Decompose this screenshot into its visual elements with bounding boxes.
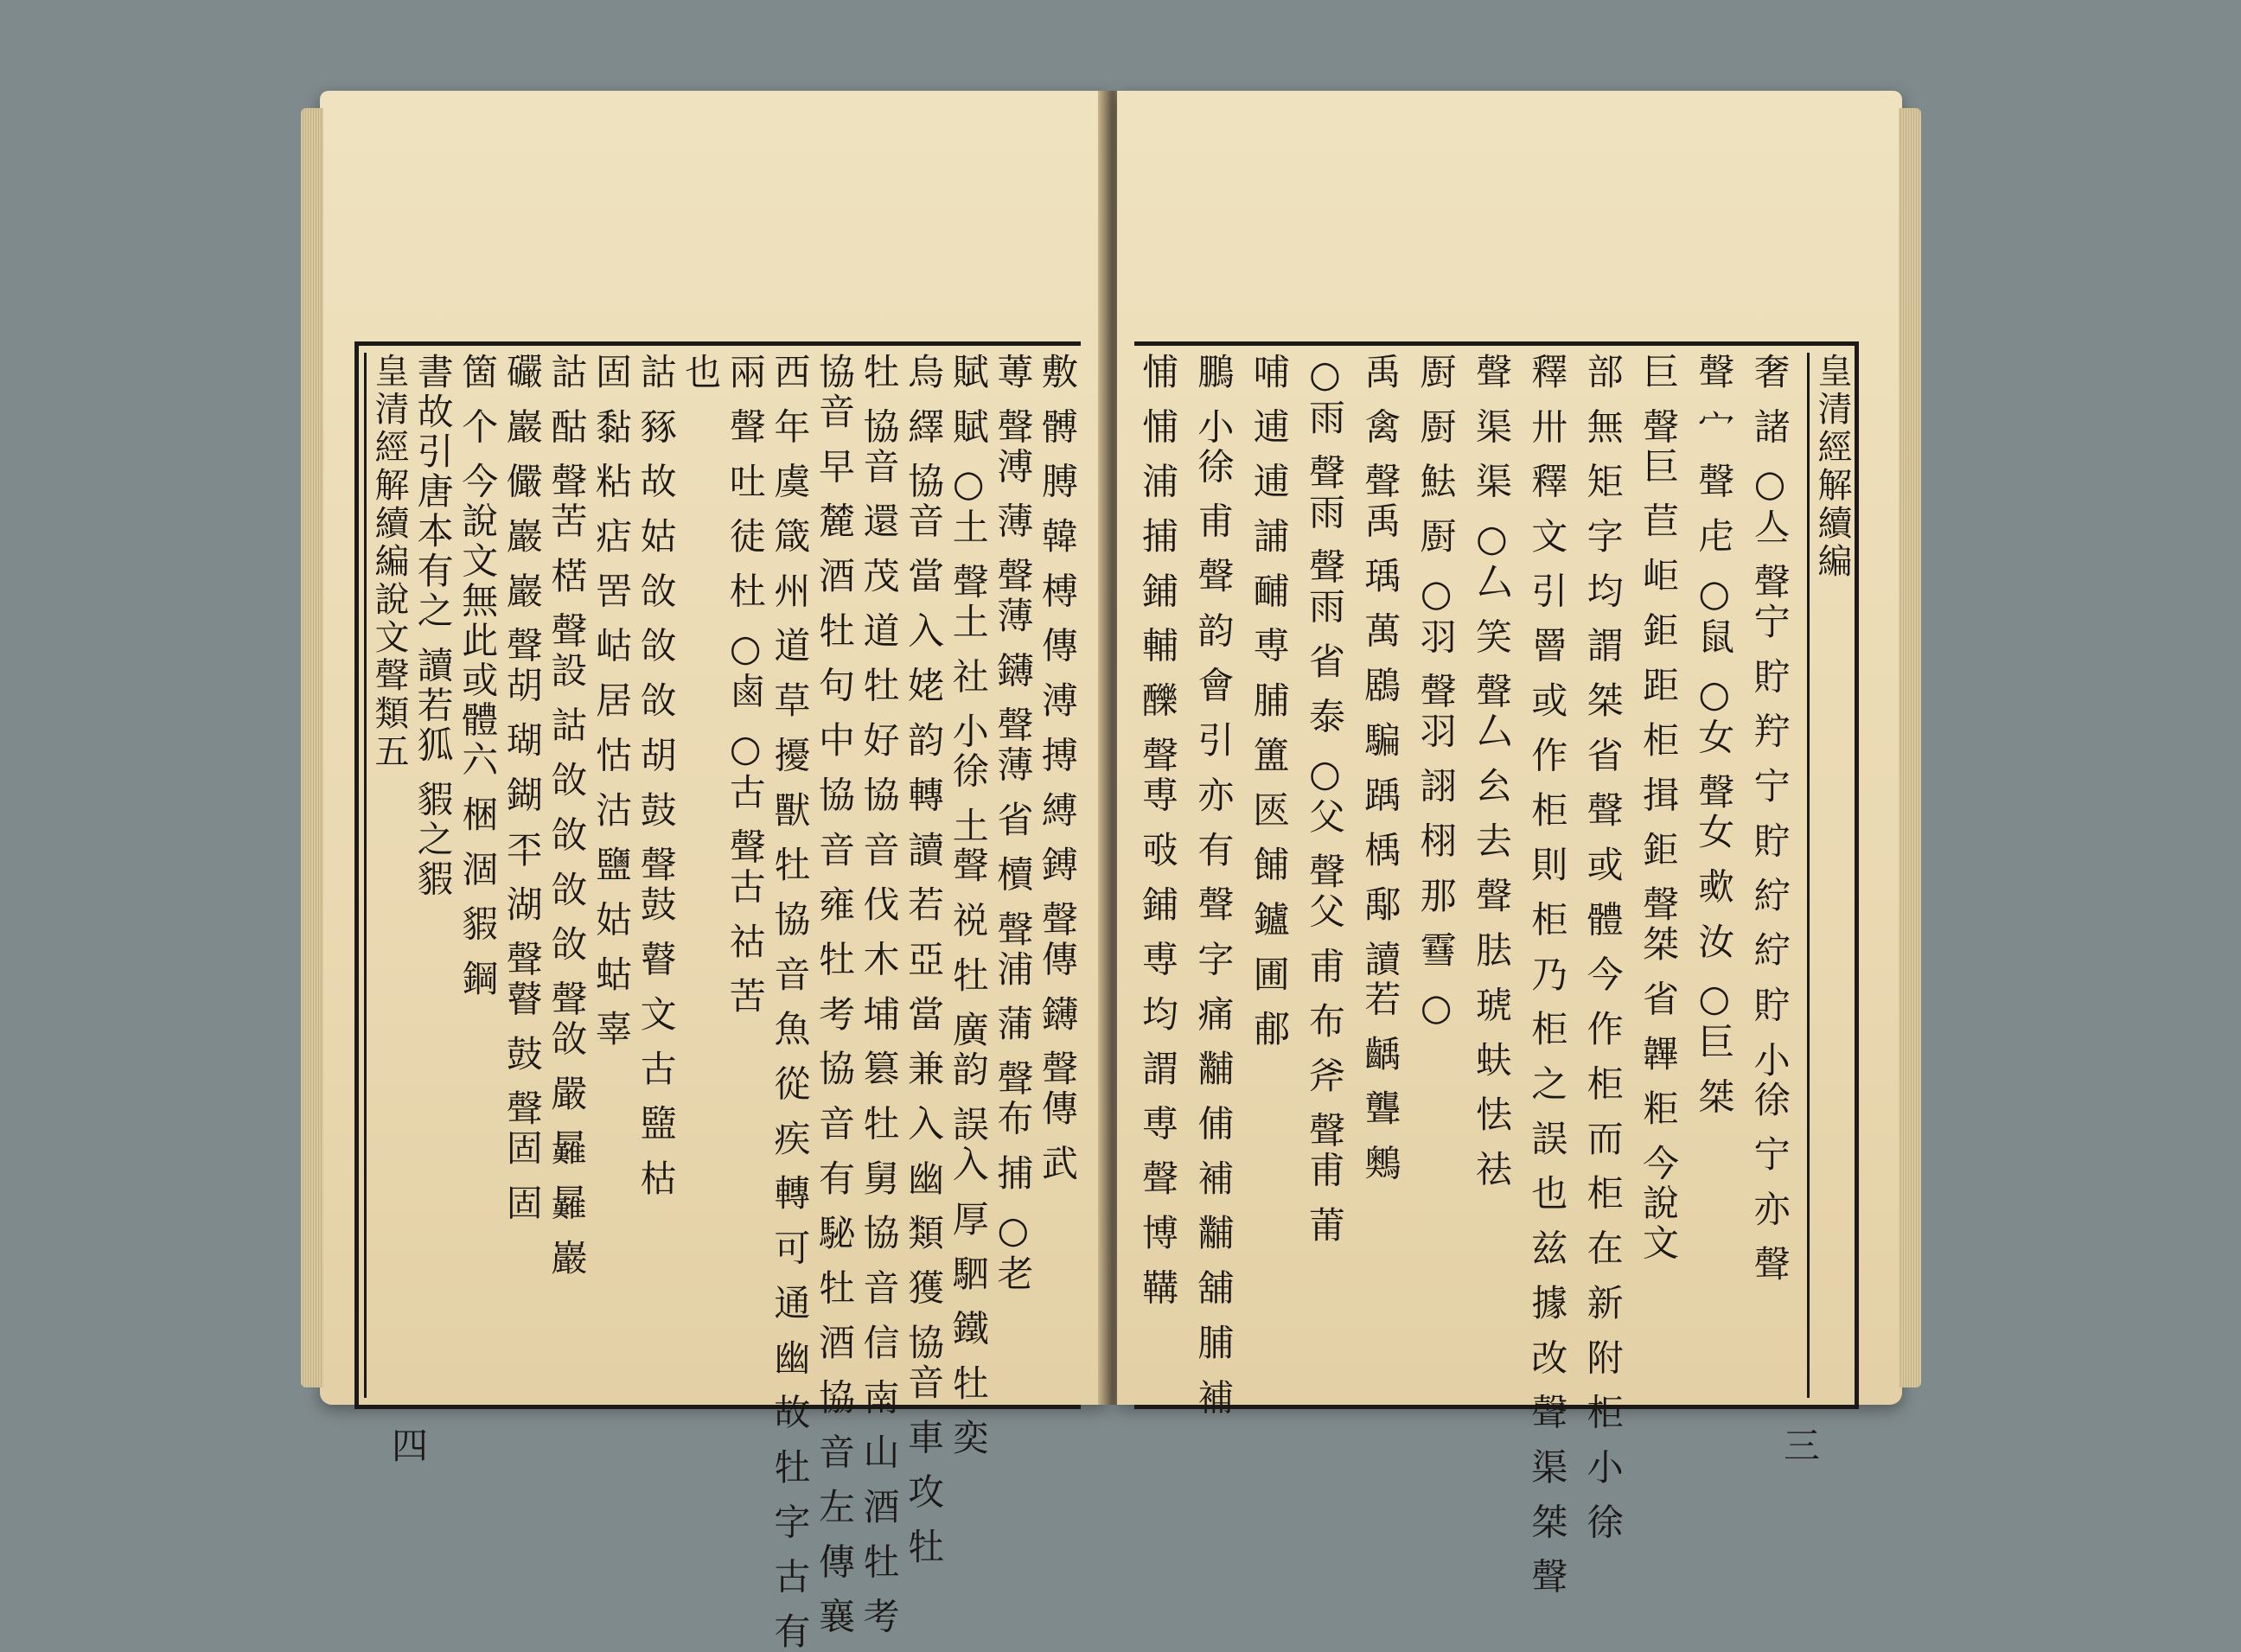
- right-text-column: 聲 渠 渠 ○厶 笑 聲厶 㕕 去 聲 胠 琥 蚨 怯 祛: [1470, 353, 1513, 1190]
- left-text-column: 固 黏 粘 痁 罟 岵 居 怙 沽 鹽 姑 蛄 辜: [590, 353, 633, 1050]
- left-text-column: 也: [680, 353, 723, 392]
- right-text-column: 㕑 㕑 魼 㕑 ○羽 聲羽 詡 栩 那 䨮 ○: [1414, 353, 1458, 1032]
- right-page: [1117, 91, 1902, 1598]
- left-text-column: 詁 酤 聲苦 楛 聲設 詁 㪉 㪉 㪉 㪉 聲㪉 嚴 㬮 㬮 巖: [546, 353, 589, 1279]
- right-text-column: 聲 宀 聲 虍 ○鼠 ○女 聲女 㰲 汝 ○巨 桀: [1693, 353, 1736, 1118]
- left-text-column: 烏 繹 協音 當 入 姥 韵 轉 讀 若 亞 當 兼 入 幽 類 獲 協音 車 攻 牡: [903, 353, 946, 1568]
- left-text-column: 牡 協音 還 茂 道 牡 好 協 音 伐 木 埔 篡 牡 舅 協 音 信 南 山 酒 牡 考: [858, 353, 901, 1637]
- right-text-column: 巨 聲巨 苣 岠 鉅 距 柜 揖 鉅 聲桀 省 韠 粔 今說文: [1637, 353, 1680, 1264]
- left-text-column: 蒪 聲溥 薄 聲薄 鑮 聲薄 省 櫝 聲浦 蒲 聲布 捕 ○老: [992, 353, 1035, 1295]
- right-text-column: 悑 悑 浦 捕 鋪 輔 䤕 聲尃 㪃 鋪 尃 均 謂 尃 聲 博 鞲: [1137, 353, 1179, 1309]
- left-text-column: 書故引唐本有之 讀若狐 貑之貑: [412, 353, 455, 900]
- left-page-edge: [301, 108, 323, 1387]
- left-text-column: 賦 賦 ○土 聲土 社 小徐 土聲 祱 牡 廣韵 誤入 厚 駟 鐵 牡 奕: [947, 353, 990, 1459]
- right-columns: [1134, 346, 1855, 1598]
- right-text-frame: [1134, 341, 1859, 1598]
- left-folio: 四: [392, 1425, 429, 1467]
- left-margin-title: 皇清經解續編說文聲類五: [364, 353, 406, 1398]
- right-page-edge: [1899, 108, 1921, 1387]
- left-text-column: 箇 个 今說文無此或體六 梱 涸 貑 鋼: [456, 353, 500, 1000]
- right-text-column: ○雨 聲雨 聲雨 省 泰 ○父 聲父 甫 布 斧 聲甫 莆: [1303, 353, 1346, 1246]
- left-text-column: 兩 聲 吐 徒 杜 ○鹵 ○古 聲古 祜 苦: [724, 353, 767, 1017]
- left-text-column: 西 年 虞 箴 州 道 草 擾 獸 牡 協 音 魚 從 疾 轉 可 通 幽 故 牡 字 古 有: [769, 353, 812, 1652]
- right-text-column: 奢 諸 ○亼 聲宁 貯 羜 宁 貯 紵 紵 貯 小徐 宁 亦 聲: [1748, 353, 1791, 1285]
- right-margin-title: 皇清經解續編: [1807, 353, 1849, 1398]
- left-page: [320, 91, 1107, 1652]
- open-book: [320, 91, 1902, 1652]
- left-text-column: 敷 髆 膊 韓 榑 傳 溥 搏 縛 鎛 聲傳 鑮 聲傳 武: [1036, 353, 1079, 1184]
- left-text-frame: [354, 341, 1081, 1652]
- right-text-column: 哺 逋 逋 誧 䩉 尃 脯 簠 匧 餔 鑪 圃 郙: [1248, 353, 1291, 1050]
- left-text-column: 協音 早 麓 酒 牡 句 中 協 音 雍 牡 考 協 音 有 駜 牡 酒 協 音 左 傳 襄: [813, 353, 856, 1637]
- left-text-column: 礹 巖 儼 巖 巖 聲胡 瑚 鍸 㔻 湖 聲瞽 鼓 聲固 固: [501, 353, 544, 1224]
- right-text-column: 鵬 小徐 甫 聲 韵 會 引 亦 有 聲 字 痛 黼 俌 補 黼 舖 脯 補: [1192, 353, 1235, 1419]
- left-columns: [359, 346, 1081, 1652]
- right-folio: 三: [1783, 1425, 1820, 1467]
- right-text-column: 部 無 矩 字 均 謂 桀 省 聲 或 體 今 作 柜 而 柜 在 新 附 柜 小 徐: [1581, 353, 1625, 1543]
- left-text-column: 詁 豩 故 姑 㪉 㪉 㪉 胡 鼓 聲鼓 瞽 文 古 盬 枯: [635, 353, 678, 1199]
- right-text-column: 釋 卅 釋 文 引 罾 或 作 柜 則 柜 乃 柜 之 誤 也 兹 據 改 聲 渠 桀 聲: [1526, 353, 1569, 1598]
- right-text-column: 禹 禽 聲禹 瑀 萬 鶋 騙 踽 楀 鄅 讀若 齲 聾 䴈: [1359, 353, 1402, 1184]
